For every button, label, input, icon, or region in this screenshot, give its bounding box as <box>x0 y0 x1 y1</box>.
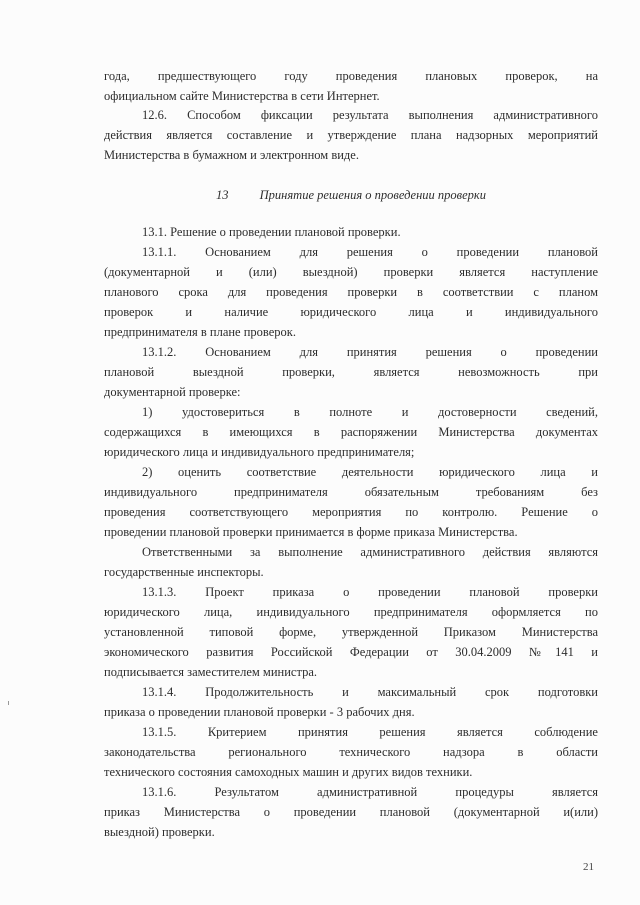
paragraph-13-1-2 <box>104 342 598 402</box>
text-line: Министерства в бумажном и электронном виде. <box>104 148 359 162</box>
text-line: приказа о проведении плановой проверки - 3 рабочих дня. <box>104 705 415 719</box>
paragraph-13-1-1 <box>104 242 598 342</box>
text-line: официальном сайте Министерства в сети Интернет. <box>104 89 380 103</box>
text-line: законодательства регионального технического надзора в области <box>104 745 598 759</box>
paragraph-13-1-5 <box>104 722 598 782</box>
text-line: индивидуального предпринимателя обязательным требованиям без <box>104 485 598 499</box>
text-line: содержащихся в имеющихся в распоряжении Министерства документах <box>104 425 598 439</box>
list-item-1 <box>104 402 598 462</box>
paragraph-13-1-6 <box>104 782 598 842</box>
paragraph-text <box>104 402 598 462</box>
text-line: 13.1.3. Проект приказа о проведении плановой проверки <box>142 585 598 599</box>
text-line: предпринимателя в плане проверок. <box>104 325 296 339</box>
section-number: 13 <box>216 188 229 202</box>
text-line: технического состояния самоходных машин и других видов техники. <box>104 765 473 779</box>
text-line: 13.1.1. Основанием для решения о проведении плановой <box>142 245 598 259</box>
text-line: 13.1.5. Критерием принятия решения является соблюдение <box>142 725 598 739</box>
paragraph-text <box>104 682 598 722</box>
text-line: государственные инспекторы. <box>104 565 264 579</box>
text-line: 12.6. Способом фиксации результата выполнения административного <box>142 108 598 122</box>
text-line: проведении плановой проверки принимается в форме приказа Министерства. <box>104 525 518 539</box>
text-line: 13.1.6. Результатом административной процедуры является <box>142 785 598 799</box>
page-number: 21 <box>583 861 594 873</box>
paragraph-responsible <box>104 542 598 582</box>
section-heading-13 <box>104 185 598 205</box>
paragraph-text <box>104 782 598 842</box>
text-line: подписывается заместителем министра. <box>104 665 317 679</box>
paragraph-text <box>104 462 598 542</box>
text-line: 13.1. Решение о проведении плановой проверки. <box>142 225 401 239</box>
paragraph-text <box>104 105 598 165</box>
scan-speck <box>8 701 9 705</box>
paragraph-text <box>104 66 598 106</box>
text-line: плановой выездной проверки, является невозможность при <box>104 365 598 379</box>
paragraph-text <box>104 342 598 402</box>
text-line: (документарной и (или) выездной) проверки является наступление <box>104 265 598 279</box>
paragraph-text <box>104 582 598 682</box>
paragraph-12-6 <box>104 105 598 165</box>
paragraph-plan-publication <box>104 66 598 106</box>
paragraph-13-1 <box>104 222 598 242</box>
paragraph-text <box>104 222 598 242</box>
list-item-2 <box>104 462 598 542</box>
text-line: действия является составление и утверждение плана надзорных мероприятий <box>104 128 598 142</box>
paragraph-13-1-3 <box>104 582 598 682</box>
text-line: документарной проверке: <box>104 385 241 399</box>
text-line: 13.1.2. Основанием для принятия решения о проведении <box>142 345 598 359</box>
text-line: планового срока для проведения проверки в соответствии с планом <box>104 285 598 299</box>
text-line: года, предшествующего году проведения плановых проверок, на <box>104 69 598 83</box>
text-line: Ответственными за выполнение административного действия являются <box>142 545 598 559</box>
paragraph-text <box>104 242 598 342</box>
paragraph-text <box>104 722 598 782</box>
text-line: 1) удостовериться в полноте и достоверности сведений, <box>142 405 598 419</box>
text-line: экономического развития Российской Федерации от 30.04.2009 №141 и <box>104 645 598 659</box>
section-title: Принятие решения о проведении проверки <box>259 188 486 202</box>
paragraph-13-1-4 <box>104 682 598 722</box>
text-line: приказ Министерства о проведении плановой (документарной и(или) <box>104 805 598 819</box>
text-line: установленной типовой форме, утвержденной Приказом Министерства <box>104 625 598 639</box>
text-line: проверок и наличие юридического лица и индивидуального <box>104 305 598 319</box>
text-line: выездной) проверки. <box>104 825 215 839</box>
paragraph-text <box>104 542 598 582</box>
text-line: 13.1.4. Продолжительность и максимальный срок подготовки <box>142 685 598 699</box>
text-line: 2) оценить соответствие деятельности юридического лица и <box>142 465 598 479</box>
text-line: юридического лица и индивидуального предпринимателя; <box>104 445 415 459</box>
text-line: проведения соответствующего мероприятия по контролю. Решение о <box>104 505 598 519</box>
text-line: юридического лица, индивидуального предпринимателя оформляется по <box>104 605 598 619</box>
